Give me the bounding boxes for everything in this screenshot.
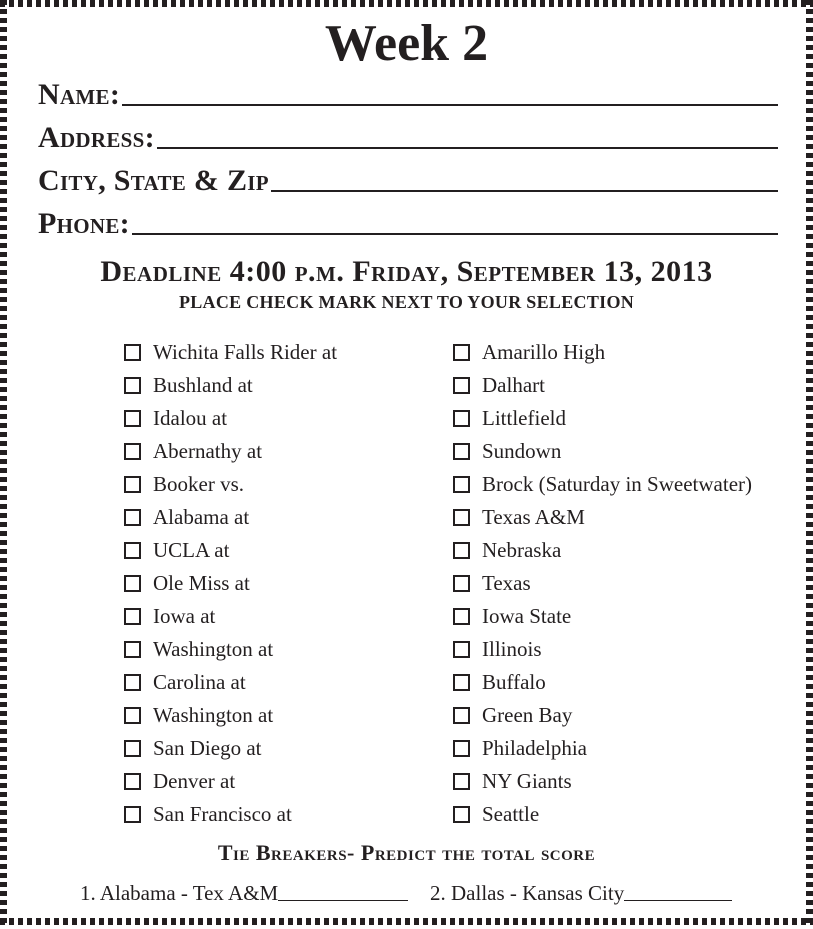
checkbox[interactable] <box>124 707 141 724</box>
pick-row[interactable] <box>124 468 337 501</box>
dashed-border-top <box>0 0 813 7</box>
pick-row[interactable] <box>124 699 337 732</box>
pick-row[interactable] <box>453 600 752 633</box>
pick-row[interactable] <box>124 534 337 567</box>
team-label: Littlefield <box>482 406 566 430</box>
pick-row[interactable] <box>124 600 337 633</box>
checkbox[interactable] <box>453 707 470 724</box>
pick-row[interactable] <box>124 336 337 369</box>
pick-row[interactable] <box>453 567 752 600</box>
city-state-zip-label: City, State & Zip <box>38 164 269 197</box>
tiebreaker-heading: Tie Breakers- Predict the total score <box>217 840 596 865</box>
checkbox[interactable] <box>453 443 470 460</box>
team-label: Booker vs. <box>153 472 244 496</box>
checkbox[interactable] <box>124 674 141 691</box>
checkbox[interactable] <box>124 377 141 394</box>
dashed-border-bottom <box>0 918 813 925</box>
pick-row[interactable] <box>124 798 337 831</box>
city-state-zip-field[interactable] <box>38 162 778 196</box>
deadline-heading: Deadline 4:00 p.m. Friday, September 13, 2013 <box>100 255 713 288</box>
pick-row[interactable] <box>124 666 337 699</box>
team-label: Idalou at <box>153 406 228 430</box>
checkbox[interactable] <box>124 773 141 790</box>
checkbox[interactable] <box>453 674 470 691</box>
team-label: Denver at <box>153 769 236 793</box>
pick-row[interactable] <box>453 633 752 666</box>
city-state-zip-input-line[interactable] <box>271 190 778 192</box>
pick-row[interactable] <box>453 666 752 699</box>
team-label: Sundown <box>482 439 562 463</box>
tiebreaker-2-input-line[interactable] <box>624 900 732 901</box>
address-input-line[interactable] <box>157 147 778 149</box>
pick-row[interactable] <box>124 765 337 798</box>
name-input-line[interactable] <box>122 104 778 106</box>
team-label: Ole Miss at <box>153 571 250 595</box>
pick-row[interactable] <box>453 798 752 831</box>
team-label: NY Giants <box>482 769 572 793</box>
instructions: PLACE CHECK MARK NEXT TO YOUR SELECTION <box>178 292 635 312</box>
team-label: Iowa at <box>153 604 216 628</box>
checkbox[interactable] <box>453 641 470 658</box>
checkbox[interactable] <box>124 344 141 361</box>
team-label: Nebraska <box>482 538 562 562</box>
team-label: Abernathy at <box>153 439 263 463</box>
name-label: Name: <box>38 78 121 111</box>
pick-row[interactable] <box>453 699 752 732</box>
checkbox[interactable] <box>453 542 470 559</box>
dashed-border-left <box>0 0 7 925</box>
checkbox[interactable] <box>453 410 470 427</box>
checkbox[interactable] <box>124 608 141 625</box>
pick-row[interactable] <box>453 765 752 798</box>
team-label: Buffalo <box>482 670 546 694</box>
team-label: Texas A&M <box>482 505 585 529</box>
name-field[interactable] <box>38 76 778 110</box>
team-label: Washington at <box>153 637 274 661</box>
tiebreaker-1[interactable] <box>80 880 408 906</box>
pick-row[interactable] <box>453 732 752 765</box>
page-title: Week 2 <box>324 15 489 72</box>
checkbox[interactable] <box>453 344 470 361</box>
home-column <box>453 336 752 831</box>
phone-input-line[interactable] <box>132 233 778 235</box>
team-label: Iowa State <box>482 604 572 628</box>
checkbox[interactable] <box>453 608 470 625</box>
pick-row[interactable] <box>453 336 752 369</box>
checkbox[interactable] <box>124 575 141 592</box>
tiebreaker-2[interactable] <box>430 880 732 906</box>
team-label: Amarillo High <box>482 340 606 364</box>
address-label: Address: <box>38 121 155 154</box>
checkbox[interactable] <box>124 641 141 658</box>
checkbox[interactable] <box>453 575 470 592</box>
team-label: Philadelphia <box>482 736 587 760</box>
checkbox[interactable] <box>453 509 470 526</box>
tiebreaker-1-input-line[interactable] <box>278 900 408 901</box>
checkbox[interactable] <box>124 443 141 460</box>
pick-row[interactable] <box>124 435 337 468</box>
team-label: Brock (Saturday in Sweetwater) <box>482 472 752 496</box>
visitor-column <box>124 336 337 831</box>
team-label: Dalhart <box>482 373 545 397</box>
checkbox[interactable] <box>453 773 470 790</box>
phone-field[interactable] <box>38 205 778 239</box>
pick-row[interactable] <box>124 567 337 600</box>
team-label: Alabama at <box>153 505 250 529</box>
pick-row[interactable] <box>453 402 752 435</box>
team-label: San Francisco at <box>153 802 292 826</box>
checkbox[interactable] <box>124 806 141 823</box>
pick-row[interactable] <box>453 369 752 402</box>
team-label: Texas <box>482 571 531 595</box>
pick-row[interactable] <box>124 402 337 435</box>
dashed-border-right <box>806 0 813 925</box>
tiebreaker-2-label: 2. Dallas - Kansas City <box>430 881 625 905</box>
team-label: Illinois <box>482 637 542 661</box>
checkbox[interactable] <box>453 806 470 823</box>
address-field[interactable] <box>38 119 778 153</box>
checkbox[interactable] <box>124 476 141 493</box>
team-label: Carolina at <box>153 670 246 694</box>
team-label: Bushland at <box>153 373 253 397</box>
checkbox[interactable] <box>124 542 141 559</box>
checkbox[interactable] <box>124 509 141 526</box>
team-label: Washington at <box>153 703 274 727</box>
team-label: Seattle <box>482 802 540 826</box>
team-label: Wichita Falls Rider at <box>153 340 338 364</box>
pick-row[interactable] <box>453 501 752 534</box>
checkbox[interactable] <box>453 377 470 394</box>
pick-row[interactable] <box>124 501 337 534</box>
team-label: Green Bay <box>482 703 573 727</box>
checkbox[interactable] <box>453 740 470 757</box>
pick-row[interactable] <box>124 633 337 666</box>
team-label: UCLA at <box>153 538 230 562</box>
pick-row[interactable] <box>124 732 337 765</box>
pick-row[interactable] <box>453 468 752 501</box>
checkbox[interactable] <box>124 740 141 757</box>
pick-row[interactable] <box>124 369 337 402</box>
phone-label: Phone: <box>38 207 130 240</box>
team-label: San Diego at <box>153 736 262 760</box>
tiebreaker-1-label: 1. Alabama - Tex A&M <box>80 881 279 905</box>
checkbox[interactable] <box>124 410 141 427</box>
pick-row[interactable] <box>453 435 752 468</box>
checkbox[interactable] <box>453 476 470 493</box>
pick-row[interactable] <box>453 534 752 567</box>
